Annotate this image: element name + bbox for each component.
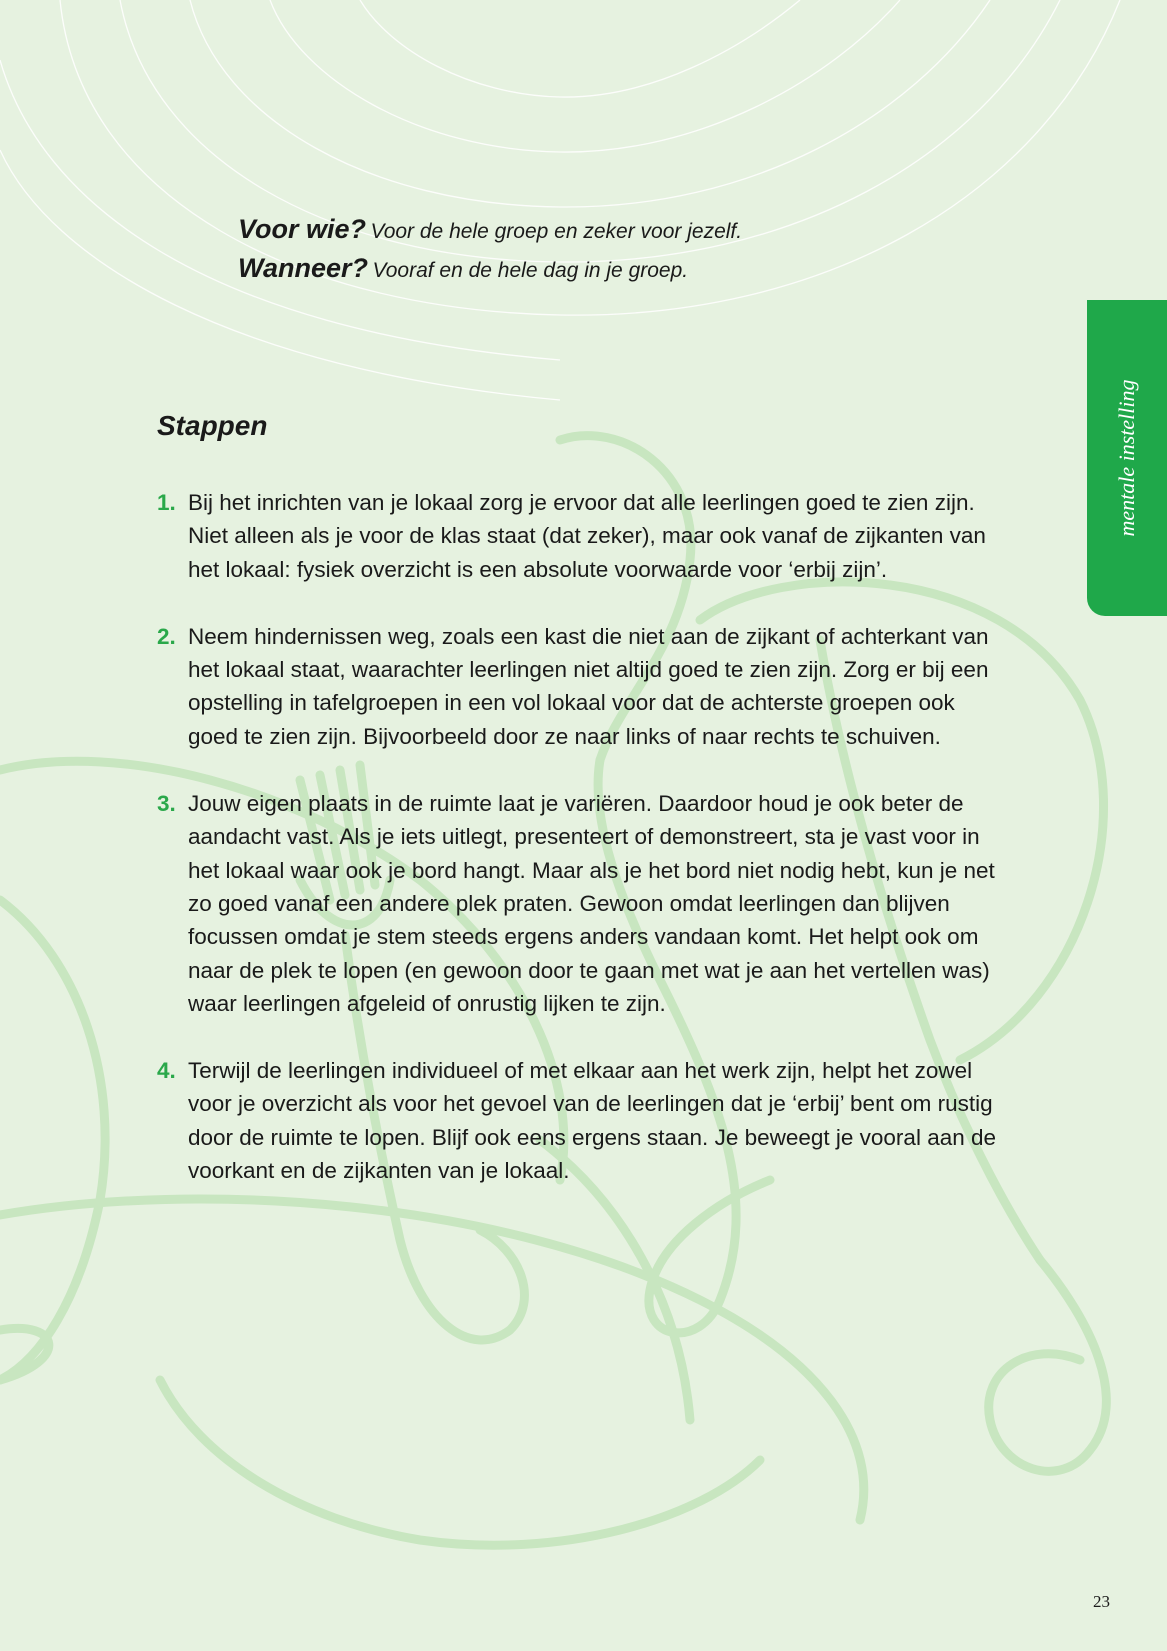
steps-list	[157, 486, 1007, 1221]
who-label: Voor wie?	[238, 214, 367, 244]
step-text: Neem hindernissen weg, zoals een kast die niet aan de zijkant of achterkant van het lokaal staat, waarachter leerlingen niet altijd goed te zien zijn. Zorg er bij een opstelling in tafelgroepen in een vol lokaal voor dat de achterste groepen ook goed te zien zijn. Bijvoorbeeld door ze naar links of naar rechts te schuiven.	[188, 623, 989, 749]
page-number: 23	[1093, 1592, 1110, 1611]
step-item	[157, 787, 1007, 1020]
step-number: 4.	[157, 1058, 176, 1084]
step-number: 3.	[157, 791, 176, 817]
chapter-side-tab	[1087, 300, 1167, 616]
step-text: Terwijl de leerlingen individueel of met elkaar aan het werk zijn, helpt het zowel voor je overzicht als voor het gevoel van de leerlingen dat je ‘erbij’ bent om rustig door de ruimte te lopen. Blijf ook eens ergens staan. Je beweegt je vooral aan de voorkant en de zijkanten van je lokaal.	[188, 1058, 997, 1184]
section-title: Stappen	[157, 410, 268, 441]
who-text: Voor de hele groep en zeker voor jezelf.	[370, 220, 743, 243]
chapter-tab-label: mentale instelling	[1114, 379, 1139, 537]
step-item	[157, 486, 1007, 586]
when-label: Wanneer?	[238, 253, 369, 283]
step-item	[157, 620, 1007, 753]
step-number: 1.	[157, 490, 176, 515]
when-text: Vooraf en de hele dag in je groep.	[372, 259, 689, 282]
step-item	[157, 1054, 1007, 1187]
step-number: 2.	[157, 623, 176, 649]
step-text: Jouw eigen plaats in de ruimte laat je variëren. Daardoor houd je ook beter de aandacht vast. Als je iets uitlegt, presenteert of demonstreert, sta je vast voor in het lokaal waar ook je bord hangt. Maar als je het bord niet nodig hebt, kun je net zo goed vanaf een andere plek praten. Gewoon omdat leerlingen dan blijven focussen omdat je stem steeds ergens anders vandaan komt. Het helpt ook om naar de plek te lopen (en gewoon door te gaan met wat je aan het vertellen was) waar leerlingen afgeleid of onrustig lijken te zijn.	[188, 791, 995, 1016]
intro-block	[238, 212, 742, 290]
step-text: Bij het inrichten van je lokaal zorg je ervoor dat alle leerlingen goed te zien zijn. Niet alleen als je voor de klas staat (dat zeker), maar ook vanaf de zijkanten van het lokaal: fysiek overzicht is een absolute voorwaarde voor ‘erbij zijn’.	[188, 490, 986, 582]
intro-when-line	[238, 251, 742, 290]
intro-who-line	[238, 212, 742, 251]
